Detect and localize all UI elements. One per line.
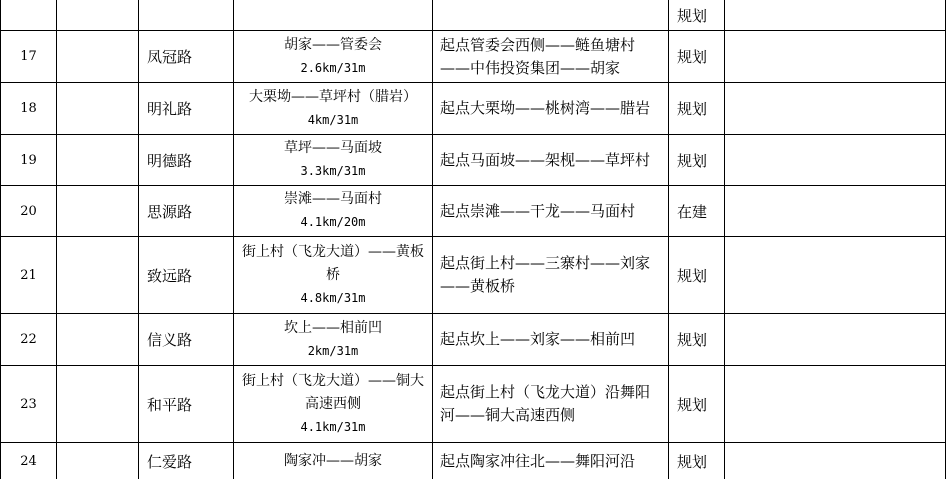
section-text: 陶家冲——胡家 (284, 452, 382, 469)
empty-cell (725, 83, 946, 134)
road-name: 信义路 (139, 314, 234, 365)
row-number: 23 (0, 366, 57, 442)
empty-cell (57, 237, 139, 313)
section-text: 崇滩——马面村 (284, 191, 382, 207)
road-status: 在建 (669, 186, 725, 236)
table-row (0, 0, 946, 31)
empty-cell (725, 135, 946, 185)
section-text: 坎上——相前凹 (284, 319, 382, 336)
road-name: 明礼路 (139, 83, 234, 134)
table-row (0, 135, 946, 186)
road-spec: 3.3km/31m (300, 164, 366, 178)
road-route (433, 237, 669, 313)
empty-cell (57, 31, 139, 82)
empty-cell (725, 443, 946, 479)
road-name: 和平路 (139, 366, 234, 442)
row-number: 20 (0, 186, 57, 236)
road-section (234, 83, 433, 134)
empty-cell (725, 31, 946, 82)
empty-cell (57, 314, 139, 365)
table-row (0, 366, 946, 443)
road-route (433, 0, 669, 30)
road-status: 规划 (669, 366, 725, 442)
row-number: 22 (0, 314, 57, 365)
table-row (0, 314, 946, 366)
section-text: 街上村（飞龙大道）——黄板桥 (242, 243, 424, 283)
road-spec: 4km/31m (307, 112, 359, 127)
road-status: 规划 (669, 237, 725, 313)
row-number: 17 (0, 31, 57, 82)
road-route (433, 83, 669, 134)
road-name: 思源路 (139, 186, 234, 236)
route-text: 起点大栗坳——桃树湾——腊岩 (440, 99, 651, 117)
route-text: 起点崇滩——干龙——马面村 (440, 201, 636, 220)
row-number (0, 0, 57, 30)
road-name: 仁爱路 (139, 443, 234, 479)
table-row (0, 237, 946, 314)
road-section (234, 314, 433, 365)
route-text: 起点管委会西侧——鲢鱼塘村——中伟投资集团——胡家 (440, 35, 636, 77)
empty-cell (57, 83, 139, 134)
empty-cell (725, 314, 946, 365)
empty-cell (57, 135, 139, 185)
road-section (234, 0, 433, 30)
section-text: 大栗坳——草坪村（腊岩） (249, 88, 417, 105)
road-name: 明德路 (139, 135, 234, 185)
route-text: 起点街上村（飞龙大道）沿舞阳河——铜大高速西侧 (440, 383, 651, 424)
empty-cell (725, 366, 946, 442)
table-row (0, 186, 946, 237)
empty-cell (725, 237, 946, 313)
row-number: 21 (0, 237, 57, 313)
road-section (234, 135, 433, 185)
road-route (433, 186, 669, 236)
road-route (433, 314, 669, 365)
road-spec: 4.1km/20m (300, 215, 366, 229)
section-text: 街上村（飞龙大道）——铜大高速西侧 (242, 372, 424, 412)
road-status: 规划 (669, 31, 725, 82)
route-text: 起点马面坡——架枧——草坪村 (440, 150, 651, 169)
road-spec: 2km/31m (307, 343, 359, 358)
road-section (234, 443, 433, 479)
route-text: 起点街上村——三寨村——刘家——黄板桥 (440, 254, 651, 295)
road-status: 规划 (669, 0, 725, 30)
road-spec: 4.1km/31m (300, 419, 366, 434)
road-route (433, 366, 669, 442)
row-number: 19 (0, 135, 57, 185)
road-spec: 4.8km/31m (300, 290, 366, 305)
section-text: 胡家——管委会 (284, 36, 382, 53)
table-row (0, 443, 946, 479)
empty-cell (57, 366, 139, 442)
road-name (139, 0, 234, 30)
empty-cell (57, 443, 139, 479)
section-text: 草坪——马面坡 (284, 140, 382, 156)
road-route (433, 135, 669, 185)
road-status: 规划 (669, 443, 725, 479)
row-number: 18 (0, 83, 57, 134)
empty-cell (725, 186, 946, 236)
road-section (234, 237, 433, 313)
road-route (433, 443, 669, 479)
road-status: 规划 (669, 135, 725, 185)
road-spec: 2.6km/31m (300, 60, 366, 75)
road-section (234, 31, 433, 82)
road-route (433, 31, 669, 82)
route-text: 起点陶家冲往北——舞阳河沿 (440, 451, 636, 470)
road-status: 规划 (669, 83, 725, 134)
row-number: 24 (0, 443, 57, 479)
route-text: 起点坎上——刘家——相前凹 (440, 330, 636, 348)
empty-cell (57, 186, 139, 236)
road-section (234, 366, 433, 442)
road-status: 规划 (669, 314, 725, 365)
table-row (0, 31, 946, 83)
empty-cell (57, 0, 139, 30)
road-name: 凤冠路 (139, 31, 234, 82)
road-name: 致远路 (139, 237, 234, 313)
empty-cell (725, 0, 946, 30)
table-row (0, 83, 946, 135)
road-section (234, 186, 433, 236)
